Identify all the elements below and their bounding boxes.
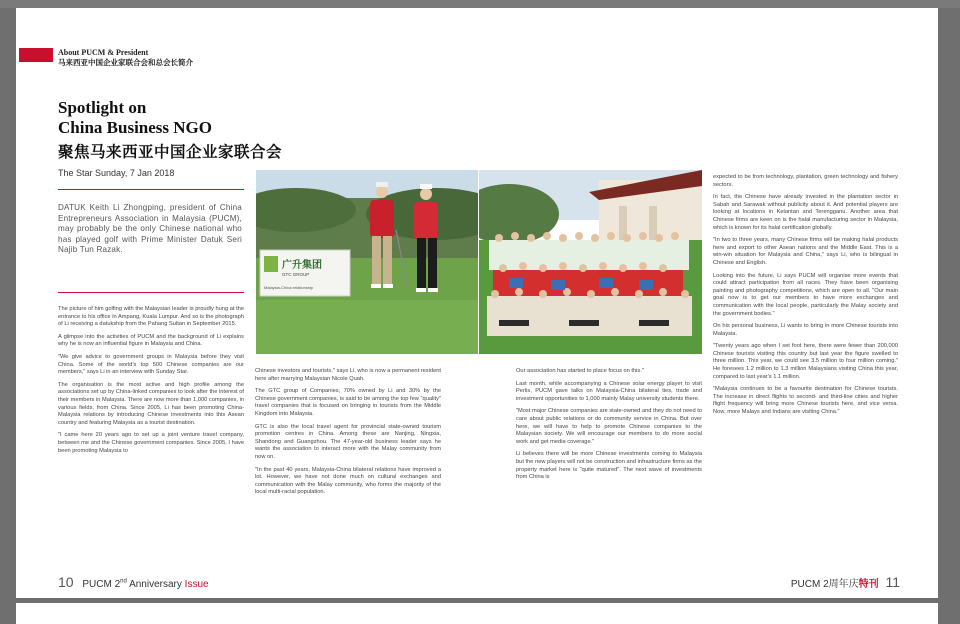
- headline-line1: Spotlight on: [58, 98, 147, 117]
- golf-photo: [256, 170, 478, 354]
- paragraph: The picture of him golfing with the Malaysian leader is proudly hung at the entrance to his office in Ampang, Kuala Lumpur. And so is the photograph of Li receiving a datukship from the Pahang Sultan in September 2015.: [58, 306, 244, 328]
- body-column-3: [516, 368, 702, 487]
- group-photo: [479, 170, 702, 354]
- paragraph: The organisation is the most active and high profile among the associations set up by China-linked companies to look after the interest of their members in Malaysia. There are now more than 1,000 companies, in various fields, from China. Since 2005, Li has been promoting China-Malaysia relations by introducing Chinese investments into this Asean country and featuring Malaysia as a tourist destination.: [58, 381, 244, 426]
- banner-brand: GTC GROUP: [282, 272, 310, 277]
- section-subtitle-cn: 马来西亚中国企业家联合会和总会长简介: [58, 58, 193, 67]
- footer-left: [58, 574, 209, 590]
- paragraph: "We give advice to government groups in Malaysia before they visit China. Some of the world's top 500 Chinese companies are our members," says Li in an interview with Sunday Star.: [58, 353, 244, 376]
- paragraph: "Most major Chinese companies are state-owned and they do not need to care about public relations or do community service in China. But over here, we will have to help to promote Chinese companies to the Malaysian society. We will encourage our members to do more social work and get media coverage.": [516, 408, 702, 445]
- paragraph: "Twenty years ago when I set foot here, there were fewer than 200,000 Chinese tourists visiting this country but last year the figure swelled to three million. This year, we could see 3.5 million to four million coming." He foresees 1.2 million to 1.3 million Malaysians visiting China this year, compared to last year's 1.1 million.: [713, 343, 898, 380]
- body-column-4: [713, 174, 898, 422]
- rule-bottom: [58, 292, 244, 293]
- banner-cn: 广升集团: [282, 260, 322, 271]
- paragraph: On his personal business, Li wants to bring in more Chinese tourists into Malaysia.: [713, 323, 898, 337]
- headline: [58, 98, 318, 138]
- footer-right: [791, 574, 900, 590]
- paragraph: The GTC group of Companies, 70% owned by Li and 30% by the Chinese government companies, is said to be among the top few "quality" travel companies that is focused on bringing in tourists from the Middle Kingdom into Malaysia.: [255, 388, 441, 417]
- paragraph: "Malaysia continues to be a favourite destination for Chinese tourists. The increase in direct flights to second- and third-line cities and higher flight frequency will bring more Chinese tourists here, and vice versa. Now, more Malays and Indians are visiting China.": [713, 386, 898, 416]
- rule-top: [58, 189, 244, 190]
- footer-left-anniversary: Anniversary: [129, 579, 182, 590]
- intro-paragraph: DATUK Keith Li Zhongping, president of China Entrepreneurs Association in Malaysia (PUCM), may probably be the only Chinese national who has played golf with Prime Minister Datuk Seri Najib Tun Razak.: [58, 203, 242, 255]
- paragraph: "In two to three years, many Chinese firms will be making halal products here and export to other Asean nations and the Middle East. This is a win-win situation for Malaysia and China," says Li, who is bilingual in Chinese and English.: [713, 237, 898, 266]
- headline-cn: 聚焦马来西亚中国企业家联合会: [58, 143, 283, 161]
- paragraph: A glimpse into the activities of PUCM and the background of Li explains why he is now an influential figure in Malaysia and China.: [58, 333, 244, 348]
- banner-caption: Malaysia-China relationship: [264, 285, 314, 290]
- paragraph: In fact, the Chinese have already invested in the plantation sector in Sabah and Sarawak without publicity about it. And potential players are looking at locations in Kelantan and Terengganu. Another area that Chinese firms are keen on is the halal manufacturing sector in Malaysia, which is known for its halal certification globally.: [713, 194, 898, 231]
- paragraph: expected to be from technology, plantation, green technology and fishery sectors.: [713, 174, 898, 188]
- paragraph: Li believes there will be more Chinese investments coming to Malaysia but the new players will not be construction and infrastructure firms as the property market here is "quite matured". The next wave of investments from China is: [516, 451, 702, 481]
- paragraph: GTC is also the local travel agent for provincial state-owned tourism promotion centres in China. Among these are Nanjing, Ningxia, Shandong and Guangzhou. The 47-year-old business leader says he wants the association to interact more with the Malay community from now on.: [255, 423, 441, 460]
- paragraph: Last month, while accompanying a Chinese solar energy player to visit Perlis, PUCM gave talks on Malaysia-China bilateral ties, trade and investment opportunities to 1,000 mainly Malay university students there.: [516, 380, 702, 402]
- dateline: The Star Sunday, 7 Jan 2018: [58, 168, 175, 178]
- paragraph: Chinese investors and tourists," says Li, who is now a permanent resident here after marrying Malaysian Nicole Quah.: [255, 368, 441, 382]
- body-column-2: [255, 368, 441, 502]
- paragraph: Our association has started to place focus on this.": [516, 368, 644, 374]
- section-red-marker: [19, 48, 53, 62]
- next-page-strip: [16, 603, 938, 624]
- paragraph: Looking into the future, Li says PUCM will organise more events that could attract participation from all races. They have been organising painting and photography competitions, which are open to all. "Our main goal now is to get our members to have more exchanges and communication with the local people, particularly the Malay society and the government bodies.": [713, 272, 898, 317]
- body-column-1: [58, 306, 244, 460]
- top-frame: [0, 0, 960, 8]
- magazine-spread: [16, 8, 938, 598]
- footer-left-sup: nd: [120, 578, 127, 585]
- footer-left-text: PUCM 2: [82, 579, 121, 590]
- section-title: About PUCM & President: [58, 48, 149, 57]
- headline-line2: China Business NGO: [58, 118, 212, 137]
- paragraph: "I came here 20 years ago to set up a joint venture travel company, between me and the Chinese government companies. Since 2005, I have been promoting Malaysia to: [58, 432, 244, 454]
- footer-right-special: 特刊: [858, 579, 879, 590]
- paragraph: "In the past 40 years, Malaysia-China bilateral relations have improved a lot. However, we have not done much on cultural exchanges and communication with the Malay community, who forms the majority of the local multi-racial population.: [255, 466, 441, 496]
- footer-right-text: PUCM 2周年庆: [790, 579, 859, 590]
- footer-left-issue: Issue: [184, 579, 209, 590]
- page-number-right: 11: [885, 574, 900, 590]
- page-number-left: 10: [58, 574, 74, 590]
